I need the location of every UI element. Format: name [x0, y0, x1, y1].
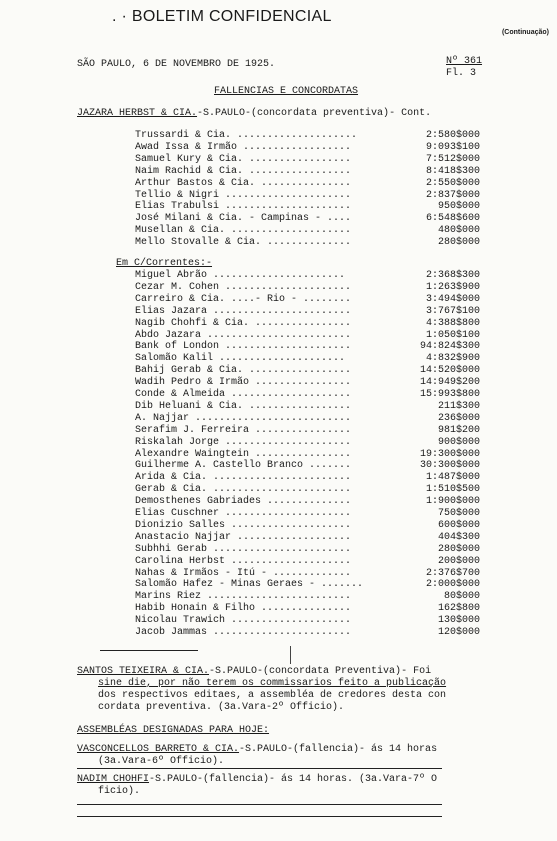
- ledger-entry-amount: 950$000: [437, 201, 480, 213]
- separator-rule: [77, 816, 442, 817]
- ledger-row: [135, 318, 480, 330]
- ledger-entry-name: José Milani & Cia. - Campinas - ....: [135, 213, 352, 225]
- ledger-row: [135, 532, 480, 544]
- ledger-row: [135, 460, 480, 472]
- ledger-entry-name: Cezar M. Cohen .....................: [135, 281, 352, 293]
- ledger-entry-amount: 2:368$300: [425, 270, 480, 281]
- company-jazara-herbst: [77, 108, 431, 119]
- ledger-row: [135, 237, 480, 249]
- ledger-entry-name: Arthur Bastos & Cia. ...............: [135, 177, 352, 189]
- ledger-entry-amount: 211$300: [437, 400, 480, 412]
- ledger-entry-name: Musellan & Cia. ....................: [135, 225, 352, 237]
- ledger-entry-amount: 1:263$900: [425, 281, 480, 293]
- ledger-entry-name: Miguel Abrão ......................: [135, 270, 346, 281]
- company-note-line2: sine die, por não terem os commissarios feito a publicação: [98, 678, 447, 689]
- ledger-entry-name: Carolina Herbst ....................: [135, 555, 352, 567]
- ledger-entry-name: Serafim J. Ferreira ................: [135, 424, 352, 436]
- ledger-entry-name: Guilherme A. Castello Branco .......: [135, 460, 352, 472]
- ledger-entry-amount: 750$000: [437, 508, 480, 519]
- ledger-entry-name: Wadih Pedro & Irmão ................: [135, 377, 352, 389]
- ledger-entry-amount: 7:512$000: [425, 153, 480, 165]
- company-description: -S.PAULO-(concordata preventiva)- Cont.: [197, 108, 432, 119]
- separator-rule: [100, 650, 198, 651]
- ledger-row: [135, 520, 480, 532]
- accounts-subheading: Em C/Correntes:-: [116, 258, 213, 269]
- ledger-entry-amount: 9:093$100: [425, 141, 480, 153]
- ledger-entry-amount: 981$200: [437, 424, 480, 436]
- document-title: . · BOLETIM CONFIDENCIAL: [112, 8, 332, 25]
- ledger-row: [135, 166, 480, 178]
- ledger-row: [135, 472, 480, 484]
- ledger-row: [135, 201, 480, 213]
- ledger-entry-name: Carreiro & Cia. ....- Rio - ........: [135, 293, 352, 305]
- ledger-row: [135, 306, 480, 318]
- ledger-row: [135, 568, 480, 580]
- ledger-entry-amount: 280$000: [437, 237, 480, 249]
- ledger-entry-amount: 1:050$100: [425, 329, 480, 341]
- ledger-entry-name: Nagib Chohfi & Cia. ................: [135, 317, 352, 329]
- assembly-company-name: VASCONCELLOS BARRETO & CIA.: [77, 744, 240, 755]
- ledger-row: [135, 413, 480, 425]
- ledger-entry-name: Nicolau Trawich ....................: [135, 615, 352, 627]
- ledger-entry-name: Elias Jazara .......................: [135, 305, 352, 317]
- ledger-entry-name: Salomão Hafez - Minas Geraes - .......: [135, 579, 364, 591]
- ledger-row: [135, 282, 480, 294]
- ledger-entry-name: Conde & Almeida ....................: [135, 389, 352, 400]
- ledger-row: [135, 225, 480, 237]
- ledger-entry-amount: 480$000: [437, 225, 480, 237]
- ledger-row: [135, 449, 480, 461]
- ledger-entry-name: Mello Stovalle & Cia. ..............: [135, 237, 352, 249]
- ledger-row: [135, 389, 480, 401]
- ledger-row: [135, 425, 480, 437]
- ledger-entry-amount: 14:949$200: [419, 377, 480, 389]
- company-note-line3: dos respectivos editaes, a assembléa de credores desta con: [98, 690, 447, 701]
- ledger-row: [135, 591, 480, 603]
- section-title: FALLENCIAS E CONCORDATAS: [214, 86, 359, 97]
- assembly-company-name: NADIM CHOHFI: [77, 774, 150, 785]
- ledger-entry-amount: 94:824$300: [419, 341, 480, 353]
- ledger-row: [135, 142, 480, 154]
- separator-rule: [77, 768, 442, 769]
- ledger-entry-amount: 2:000$000: [425, 579, 480, 591]
- ledger-entry-amount: 19:300$000: [419, 448, 480, 460]
- ledger-entry-name: Alexandre Waingtein ................: [135, 448, 352, 460]
- assemblies-heading: ASSEMBLÉAS DESIGNADAS PARA HOJE:: [77, 725, 270, 736]
- ledger-entry-amount: 404$300: [437, 531, 480, 543]
- ledger-row: [135, 556, 480, 568]
- ledger-entry-amount: 600$000: [437, 519, 480, 531]
- company-name: SANTOS TEIXEIRA & CIA.: [77, 666, 210, 677]
- ledger-entry-amount: 236$000: [437, 412, 480, 424]
- company-note-line1: -S.PAULO-(concordata Preventiva)- Foi: [209, 666, 432, 677]
- ledger-entry-name: Elias Trabulsi .....................: [135, 201, 352, 213]
- ledger-entry-name: Naim Rachid & Cia. .................: [135, 165, 352, 177]
- ledger-row: [135, 615, 480, 627]
- continuation-label: (Continuação): [501, 29, 549, 36]
- ledger-entry-amount: 15:993$800: [419, 389, 480, 400]
- ledger-row: [135, 190, 480, 202]
- ledger-entry-name: Bank of London .....................: [135, 341, 352, 353]
- ledger-entry-name: Dib Heluani & Cia. .................: [135, 400, 352, 412]
- ledger-entry-name: Jacob Jammas .......................: [135, 627, 352, 638]
- ledger-entry-name: Tellio & Nigri .....................: [135, 189, 352, 201]
- ledger-row: [135, 130, 480, 142]
- ledger-entry-amount: 2:550$000: [425, 177, 480, 189]
- ledger-entry-amount: 2:376$700: [425, 567, 480, 579]
- ledger-entry-name: Trussardi & Cia. ....................: [135, 130, 358, 141]
- ledger-entry-amount: 162$800: [437, 603, 480, 615]
- ledger-row: [135, 496, 480, 508]
- ledger-entry-name: Awad Issa & Irmão ..................: [135, 141, 352, 153]
- ledger-entry-amount: 900$000: [437, 436, 480, 448]
- ledger-entry-name: Marins Riez ........................: [135, 591, 352, 603]
- ledger-entry-amount: 8:418$300: [425, 165, 480, 177]
- ledger-entry-name: Arida & Cia. .......................: [135, 472, 352, 484]
- assembly-details: -S.PAULO-(fallencia)- ás 14 horas. (3a.Vara-7º O: [149, 774, 438, 785]
- ledger-row: [135, 178, 480, 190]
- ledger-entry-name: Habib Honain & Filho ...............: [135, 603, 352, 615]
- ledger-row: [135, 544, 480, 556]
- ledger-row: [135, 627, 480, 639]
- ledger-entry-name: Anastacio Najjar ...................: [135, 531, 352, 543]
- ledger-row: [135, 294, 480, 306]
- assembly-nadim-chohfi: [77, 774, 437, 787]
- ledger-entry-amount: 30:300$000: [419, 460, 480, 472]
- ledger-entry-name: Samuel Kury & Cia. .................: [135, 153, 352, 165]
- ledger-entry-name: Subhhi Gerab .......................: [135, 543, 352, 555]
- company-name: JAZARA HERBST & CIA.: [77, 108, 198, 119]
- company-note-line4: cordata preventiva. (3a.Vara-2º Officio).: [98, 702, 345, 713]
- ledger-row: [135, 330, 480, 342]
- ledger-entry-amount: 3:494$000: [425, 293, 480, 305]
- ledger-entry-name: Demosthenes Gabriades ..............: [135, 496, 352, 508]
- ledger-entry-name: Elias Cuschner .....................: [135, 508, 352, 519]
- assembly-vasconcellos: [77, 744, 437, 757]
- ledger-entry-amount: 4:832$900: [425, 353, 480, 365]
- ledger-row: [135, 603, 480, 615]
- ledger-row: [135, 213, 480, 225]
- ledger-row: [135, 353, 480, 365]
- ledger-entry-amount: 2:837$000: [425, 189, 480, 201]
- ledger-entry-amount: 4:388$800: [425, 317, 480, 329]
- ledger-row: [135, 508, 480, 520]
- ledger-entry-amount: 80$000: [443, 591, 480, 603]
- bulletin-number: Nº 361: [446, 56, 483, 67]
- ledger-entry-amount: 130$000: [437, 615, 480, 627]
- ledger-row: [135, 401, 480, 413]
- ledger-entry-amount: 280$000: [437, 543, 480, 555]
- assembly-details: -S.PAULO-(fallencia)- ás 14 horas: [239, 744, 438, 755]
- ledger-entry-amount: 1:487$000: [425, 472, 480, 484]
- sheet-number: Fl. 3: [446, 68, 477, 79]
- ledger-entry-amount: 2:580$000: [425, 130, 480, 141]
- ledger-entry-amount: 6:548$600: [425, 213, 480, 225]
- ledger-row: [135, 484, 480, 496]
- ledger-row: [135, 341, 480, 353]
- ledger-entry-amount: 200$000: [437, 555, 480, 567]
- ledger-entry-amount: 1:900$000: [425, 496, 480, 508]
- ledger-row: [135, 437, 480, 449]
- margin-mark: [290, 646, 291, 664]
- ledger-entry-amount: 120$000: [437, 627, 480, 638]
- ledger-entry-name: Gerab & Cia. .......................: [135, 484, 352, 496]
- ledger-entry-name: Abdo Jazara ........................: [135, 329, 352, 341]
- ledger-row: [135, 270, 480, 282]
- ledger-row: [135, 154, 480, 166]
- ledger-row: [135, 579, 480, 591]
- assembly-details-line2: ficio).: [98, 786, 141, 797]
- ledger-entry-name: Dionizio Salles ....................: [135, 519, 352, 531]
- dateline: SÃO PAULO, 6 DE NOVEMBRO DE 1925.: [77, 59, 276, 70]
- separator-rule: [77, 804, 442, 805]
- ledger-entry-name: Nahas & Irmãos - Itú - .............: [135, 567, 352, 579]
- ledger-entry-amount: 1:510$500: [425, 484, 480, 496]
- ledger-row: [135, 377, 480, 389]
- ledger-entry-name: Bahij Gerab & Cia. .................: [135, 365, 352, 377]
- ledger-entry-amount: 3:767$100: [425, 305, 480, 317]
- ledger-row: [135, 365, 480, 377]
- ledger-entry-amount: 14:520$000: [419, 365, 480, 377]
- ledger-entry-name: Riskalah Jorge .....................: [135, 436, 352, 448]
- ledger-entry-name: Salomão Kalil .....................: [135, 353, 346, 365]
- ledger-entry-name: A. Najjar ..........................: [135, 412, 352, 424]
- assembly-details-line2: (3a.Vara-6º Officio).: [98, 756, 225, 767]
- company-santos-teixeira: [77, 666, 431, 679]
